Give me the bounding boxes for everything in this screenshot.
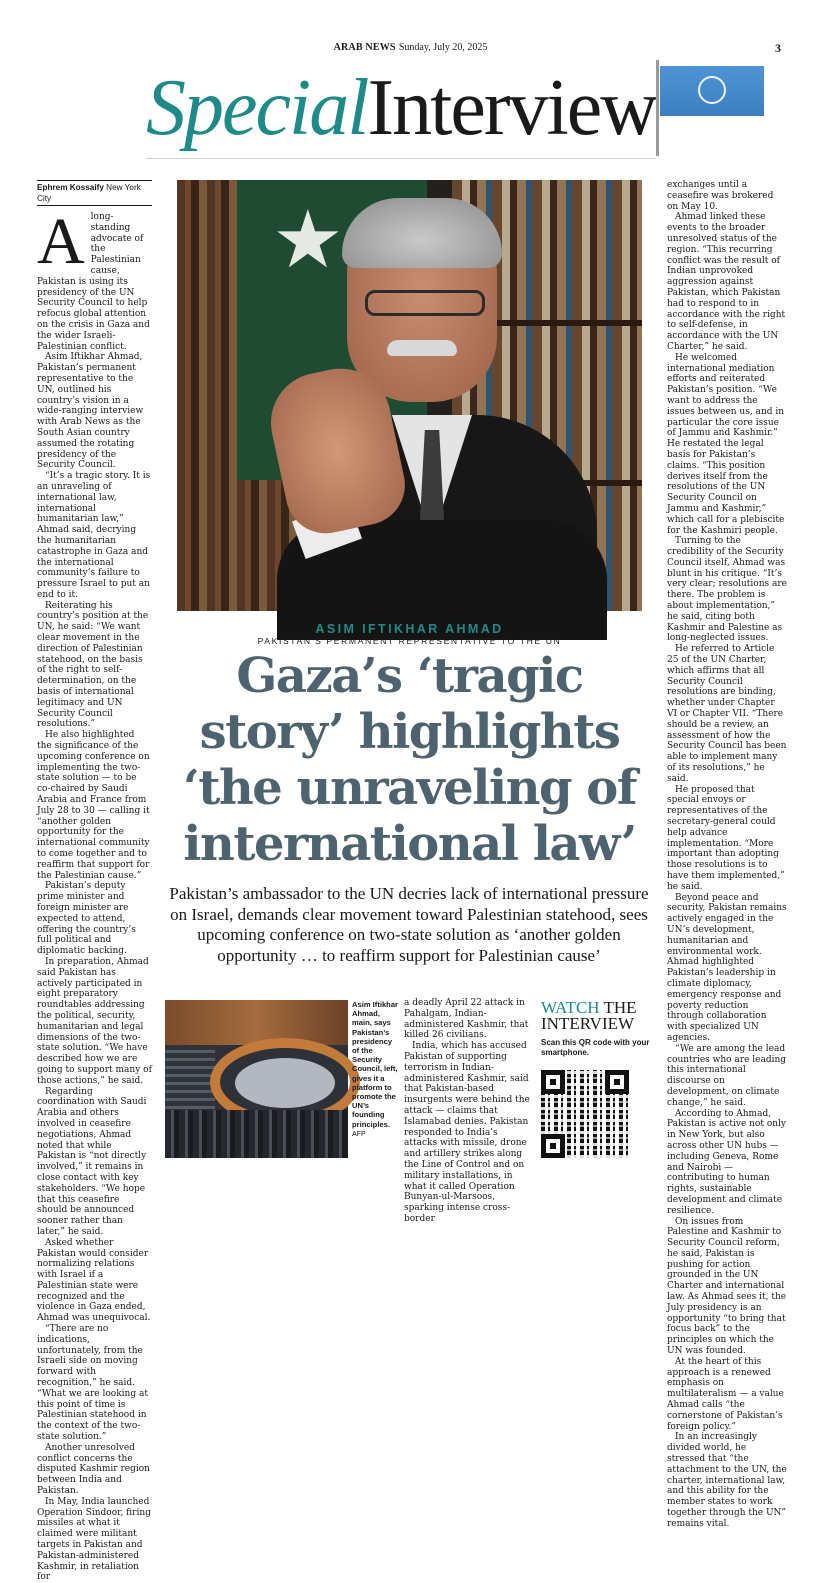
- watch-the-interview: [541, 1000, 651, 1058]
- audience: [165, 1110, 348, 1158]
- paragraph: At the heart of this approach is a renewed emphasis on multilateralism — a value Ahmad calls “the cornerstone of Pakistan’s foreign policy.”: [667, 1356, 784, 1432]
- standfirst: Pakistan’s ambassador to the UN decries lack of international pressure on Israel, demands clear movement toward Palestinian statehood, sees upcoming conference on two-state solution as ‘another golden opportunity … to reaffirm support for Palestinian cause’: [169, 884, 649, 965]
- headline: Gaza’s ‘tragic story’ highlights ‘the unraveling of international law’: [183, 648, 636, 872]
- glasses: [365, 290, 485, 316]
- article-column-middle: [404, 998, 532, 1224]
- paragraph: Asim Iftikhar Ahmad, Pakistan’s permanent representative to the UN, outlined his country’s vision in a wide-ranging interview with Arab News as the South Asian country assumed the rotating presidency of the Security Council.: [37, 352, 144, 471]
- paragraph: a deadly April 22 attack in Pahalgam, Indian-administered Kashmir, that killed 26 civilians.: [404, 998, 529, 1041]
- page-number: 3: [775, 41, 781, 55]
- paragraph: India, which has accused Pakistan of supporting terrorism in Indian-administered Kashmir, said that Pakistan-based insurgents were behind the attack — claims that Islamabad denies. Pakistan responded to India’s attacks with missile, drone and artillery strikes along the Line of Control and on military installations, in what it called Operation Bunyan-ul-Marsoos, sparking intense cross-border: [404, 1041, 530, 1224]
- hair: [342, 198, 502, 268]
- section-title: [146, 58, 656, 158]
- paragraph: Pakistan’s deputy prime minister and foreign minister are expected to attend, offering the country’s full political and diplomatic backing.: [37, 881, 136, 957]
- paragraph: Ahmad linked these events to the broader unresolved status of the region. “This recurring conflict was the result of Indian unprovoked aggression against Pakistan, which Pakistan had to respond to in accordance with the right to self-defense, in accordance with the UN Charter,” he said.: [667, 212, 786, 352]
- paragraph: In May, India launched Operation Sindoor, firing missiles at what it claimed were militant targets in Pakistan and Pakistan-administered Kashmir, in retaliation for: [37, 1496, 151, 1583]
- paragraph: “We are among the lead countries who are leading this international discourse on development, on climate change,” he said.: [667, 1043, 787, 1108]
- paragraph: Beyond peace and security, Pakistan remains actively engaged in the UN’s development, humanitarian and environmental work. Ahmad highlighted Pakistan’s leadership in climate diplomacy, emergency response and poverty reduction through collaboration with specialized UN agencies.: [667, 892, 787, 1043]
- main-photo: [177, 180, 642, 611]
- byline-name: Ephrem Kossaify: [37, 183, 104, 192]
- un-flag-icon: [660, 66, 764, 116]
- caption-text: Asim Iftikhar Ahmad, main, says Pakistan’s presidency of the Security Council, left, gives it a platform to promote the UN’s founding principles.: [352, 1000, 398, 1129]
- paragraph: “There are no indications, unfortunately, from the Israeli side on moving forward with recognition,” he said. “What we are looking at this point of time is Palestinian statehood in the context of the two-state solution.”: [37, 1324, 148, 1443]
- paragraph: Asked whether Pakistan would consider normalizing relations with Israel if a Palestinian state were recognized and the violence in Gaza ended, Ahmad was unequivocal.: [37, 1237, 151, 1324]
- watch-title-interview: THE INTERVIEW: [541, 998, 637, 1033]
- paragraph: On issues from Palestine and Kashmir to Security Council reform, he said, Pakistan is pushing for action grounded in the UN Charter and international law. As Ahmad sees it, the July presidency is an opportunity “to bring that focus back” to the principles on which the UN was founded.: [667, 1216, 787, 1357]
- photo-credit: AFP: [352, 1130, 366, 1138]
- council-floor: [235, 1058, 335, 1108]
- byline: [37, 180, 152, 206]
- byline-location: New York City: [37, 183, 141, 203]
- divider: [146, 158, 656, 159]
- star-icon: ★: [272, 193, 344, 286]
- security-council-photo: [165, 1000, 348, 1158]
- subject-name: ASIM IFTIKHAR AHMAD: [315, 622, 504, 636]
- paragraph: exchanges until a ceasefire was brokered on May 10.: [667, 180, 774, 212]
- paragraph: He welcomed international mediation efforts and reiterated Pakistan’s position. “We want to address the issues between us, and in particular the core issue of Jammu and Kashmir.” He restated the legal basis for Pakistan’s claims. “This position derives itself from the resolutions of the UN Security Council on Jammu and Kashmir,” which call for a plebiscite for the Kashmiri people.: [667, 352, 785, 536]
- qr-finder: [541, 1070, 565, 1094]
- mural: [165, 1000, 348, 1045]
- article-column-left: [37, 180, 152, 1583]
- paragraph: In an increasingly divided world, he stressed that “the attachment to the UN, the charter, international law, and this ability for the member states to work together through the UN” remains vital.: [667, 1432, 787, 1529]
- flag-pole: [656, 60, 659, 156]
- masthead: [0, 42, 821, 56]
- qr-code-icon[interactable]: [541, 1070, 629, 1158]
- paragraph: In preparation, Ahmad said Pakistan has actively participated in eight preparatory roundtables addressing the political, security, humanitarian and legal dimensions of the two-state solution. “We have described how we are going to support many of those actions,” he said.: [37, 956, 152, 1086]
- paragraph: According to Ahmad, Pakistan is active not only in New York, but also across other UN hubs — including Geneva, Rome and Nairobi — contributing to human rights, sustainable development and climate resilience.: [667, 1108, 787, 1216]
- subject-role: PAKISTAN’S PERMANENT REPRESENTATIVE TO THE UN: [257, 636, 562, 646]
- paragraph: Another unresolved conflict concerns the disputed Kashmir region between India and Pakistan.: [37, 1442, 150, 1497]
- section-title-special: Special: [146, 64, 368, 152]
- paragraph: Turning to the credibility of the Security Council itself, Ahmad was blunt in his critique. “It’s very clear; resolutions are there. The problem is about implementation,” he said, citing both Kashmir and Palestine as long-neglected issues.: [667, 536, 787, 644]
- paragraph: Reiterating his country’s position at the UN, he said: “We want clear movement in the direction of Palestinian statehood, on the basis of the right to self-determination, on the basis of international legitimacy and UN Security Council resolutions.”: [37, 600, 149, 730]
- watch-title-watch: WATCH: [541, 998, 600, 1017]
- paragraph: long-standing advocate of the Palestinian cause, Pakistan is using its presidency of the UN Security Council to help refocus global attention on the crisis in Gaza and the wider Israeli-Palestinian conflict.: [37, 212, 150, 352]
- paragraph: Regarding coordination with Saudi Arabia and others involved in ceasefire negotiations, Ahmad noted that while Pakistan is “not directly involved,” it remains in close contact with key stakeholders. “We hope that this ceasefire should be announced sooner rather than later,” he said.: [37, 1086, 147, 1237]
- drop-cap: A: [37, 205, 85, 278]
- moustache: [387, 340, 457, 356]
- masthead-date: Sunday, July 20, 2025: [398, 42, 488, 53]
- section-title-interview: Interview: [367, 64, 656, 152]
- photo-caption: [352, 1000, 398, 1139]
- un-emblem-icon: [698, 76, 726, 104]
- qr-finder: [541, 1134, 565, 1158]
- paragraph: He also highlighted the significance of the upcoming conference on implementing the two-state solution — to be co-chaired by Saudi Arabia and France from July 28 to 30 — calling it “another golden opportunity for the international community to come together and to reaffirm that support for the Palestinian cause.”: [37, 730, 150, 881]
- paragraph: He proposed that special envoys or representatives of the secretary-general could help advance implementation. “More important than adopting those resolutions is to have them implemented,” he said.: [667, 784, 785, 892]
- watch-instruction: Scan this QR code with your smartphone.: [541, 1038, 650, 1057]
- watch-title: [541, 1000, 651, 1032]
- paragraph: “It’s a tragic story. It is an unraveling of international law, international humanitarian law,” Ahmad said, decrying the humanitarian catastrophe in Gaza and the international community’s failure to pressure Israel to put an end to it.: [37, 471, 151, 600]
- qr-finder: [605, 1070, 629, 1094]
- article-column-right: [667, 180, 787, 1529]
- masthead-brand: ARAB NEWS: [333, 42, 396, 53]
- paragraph: He referred to Article 25 of the UN Charter, which affirms that all Security Council resolutions are binding, whether under Chapter VI or Chapter VII. “There should be a review, an assessment of how the Security Council has been able to implement many of its resolutions,” he said.: [667, 644, 787, 784]
